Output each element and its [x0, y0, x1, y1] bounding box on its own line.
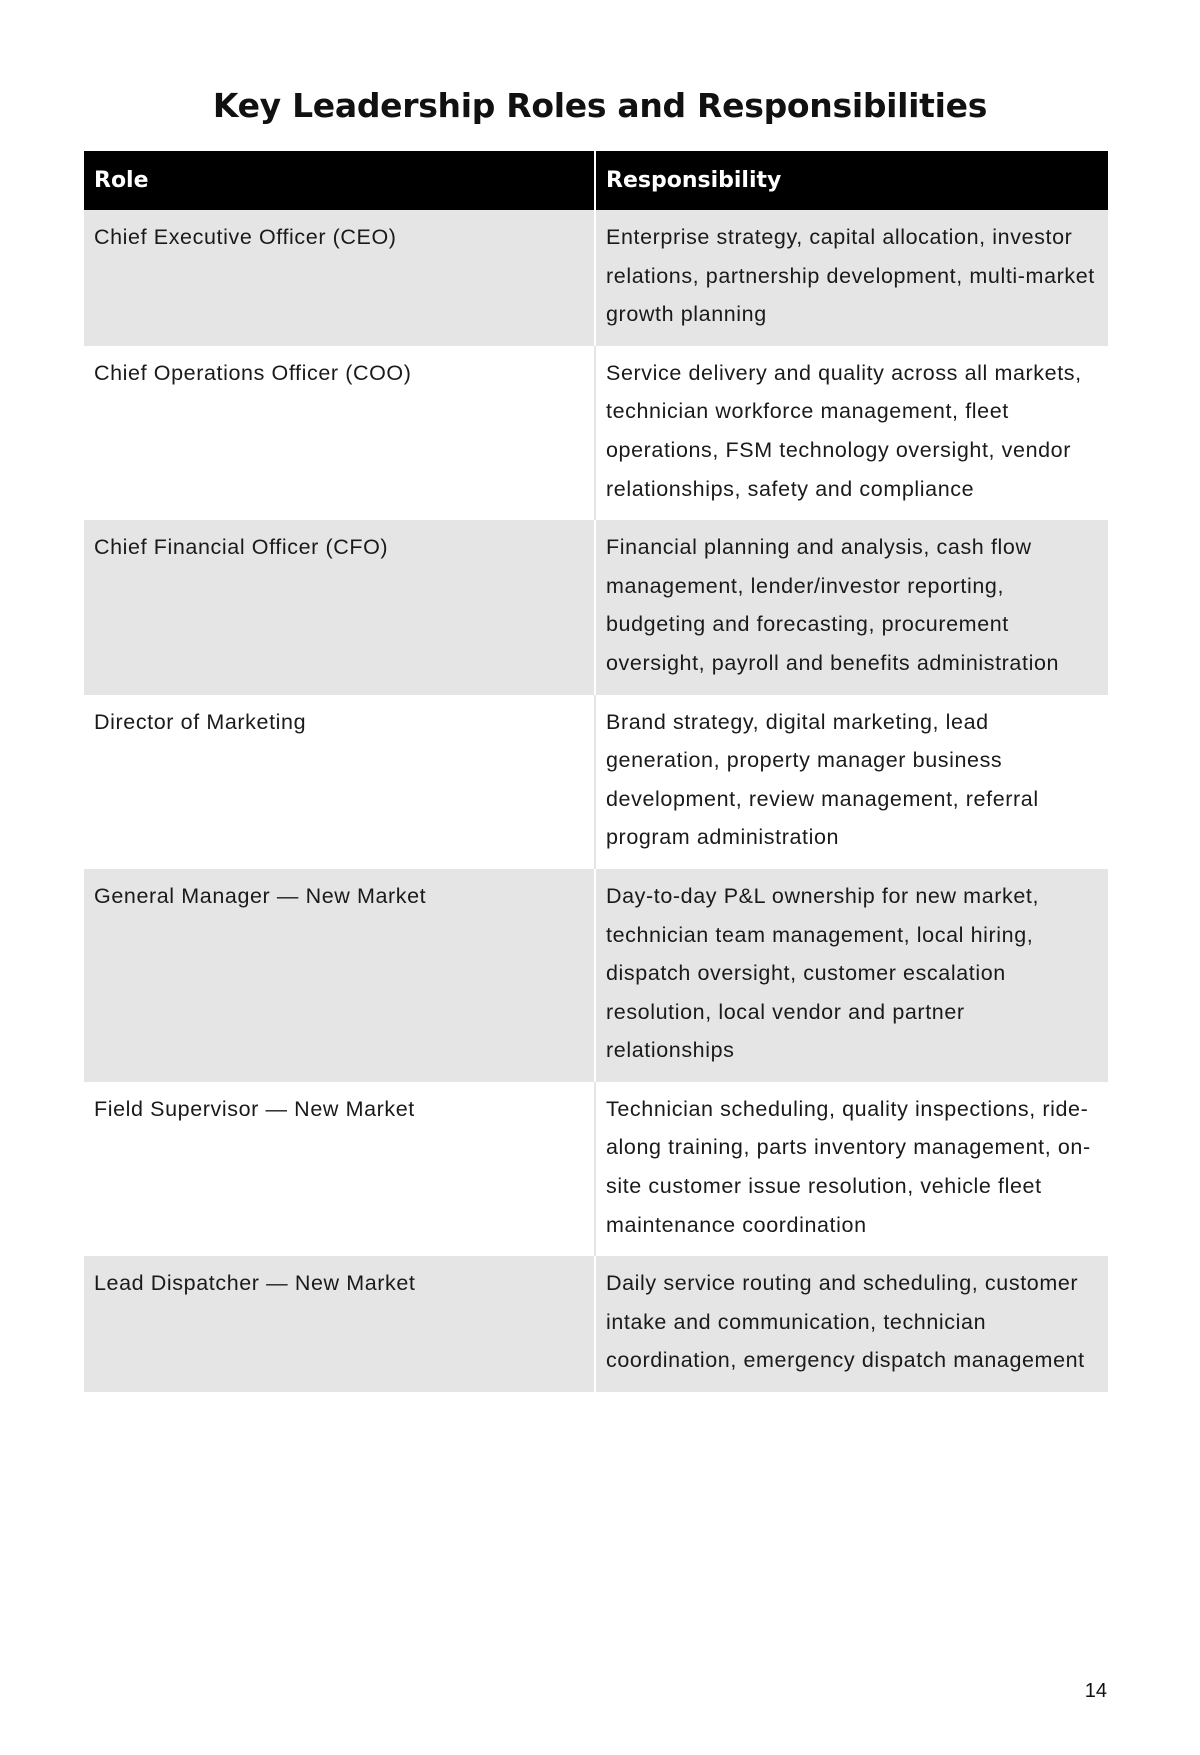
- table-row: [84, 1256, 1108, 1392]
- role-cell: Field Supervisor — New Market: [84, 1082, 595, 1256]
- table-body: [84, 210, 1108, 1392]
- role-cell: Director of Marketing: [84, 695, 595, 869]
- page-title: Key Leadership Roles and Responsibilities: [212, 86, 988, 125]
- table-row: [84, 346, 1108, 520]
- role-cell: Lead Dispatcher — New Market: [84, 1256, 595, 1392]
- responsibility-cell: Day-to-day P&L ownership for new market, technician team management, local hiring, dispatch oversight, customer escalation resolution, local vendor and partner relationships: [595, 869, 1108, 1082]
- table-row: [84, 869, 1108, 1082]
- table-row: [84, 1082, 1108, 1256]
- table-row: [84, 520, 1108, 694]
- role-cell: Chief Operations Officer (COO): [84, 346, 595, 520]
- responsibility-cell: Technician scheduling, quality inspections, ride-along training, parts inventory management, on-site customer issue resolution, vehicle fleet maintenance coordination: [595, 1082, 1108, 1256]
- table-header-row: [84, 151, 1108, 210]
- responsibility-cell: Enterprise strategy, capital allocation, investor relations, partnership development, multi-market growth planning: [595, 210, 1108, 346]
- role-cell: Chief Executive Officer (CEO): [84, 210, 595, 346]
- page-number: 14: [1084, 1680, 1107, 1702]
- responsibility-cell: Brand strategy, digital marketing, lead generation, property manager business development, review management, referral program administration: [595, 695, 1108, 869]
- responsibility-cell: Financial planning and analysis, cash flow management, lender/investor reporting, budgeting and forecasting, procurement oversight, payroll and benefits administration: [595, 520, 1108, 694]
- column-header-responsibility: Responsibility: [595, 151, 1108, 210]
- responsibility-cell: Daily service routing and scheduling, customer intake and communication, technician coordination, emergency dispatch management: [595, 1256, 1108, 1392]
- table-row: [84, 695, 1108, 869]
- table-row: [84, 210, 1108, 346]
- responsibility-cell: Service delivery and quality across all markets, technician workforce management, fleet operations, FSM technology oversight, vendor relationships, safety and compliance: [595, 346, 1108, 520]
- role-cell: Chief Financial Officer (CFO): [84, 520, 595, 694]
- role-cell: General Manager — New Market: [84, 869, 595, 1082]
- leadership-roles-table: [84, 151, 1108, 1392]
- column-header-role: Role: [84, 151, 595, 210]
- table-header: [84, 151, 1108, 210]
